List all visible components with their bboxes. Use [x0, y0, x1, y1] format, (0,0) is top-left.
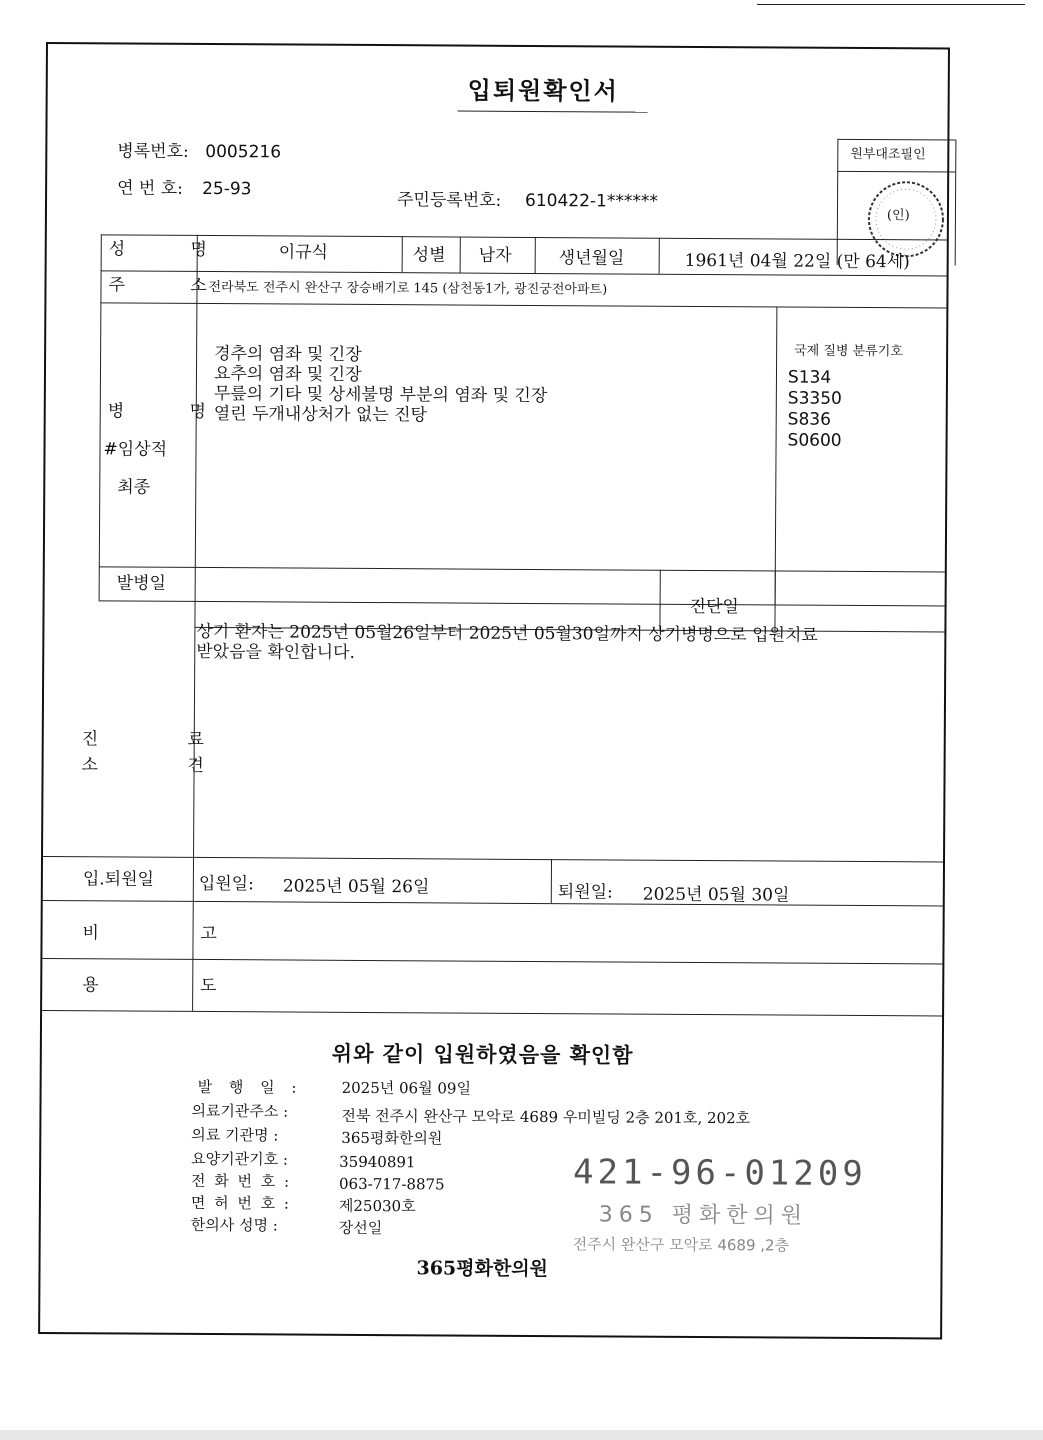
stamp-clinic-name: 365 평화한의원	[598, 1202, 809, 1229]
patient-sex: 남자	[478, 245, 512, 266]
diagnosis-label: 병 명	[107, 401, 237, 423]
inst-name: 365평화한의원	[341, 1128, 443, 1148]
confirm-statement: 위와 같이 입원하였음을 확인함	[331, 1040, 634, 1068]
disease-code-1: S134	[787, 367, 832, 388]
patient-address: 전라북도 전주시 완산구 장승배기로 145 (삼천동1가, 광진궁전아파트)	[208, 279, 608, 298]
col-dob-label-left	[535, 237, 536, 273]
findings-label-2: 소 견	[81, 755, 246, 777]
diagnosis-item-4: 열린 두개내상처가 없는 진탕	[213, 404, 428, 426]
seal-text: (인)	[886, 208, 910, 224]
disease-code-2: S3350	[787, 388, 842, 409]
inst-address: 전북 전주시 완산구 모악로 4689 우미빌딩 2층 201호, 202호	[341, 1106, 751, 1128]
record-no: 0005216	[205, 141, 282, 163]
diagnosis-date-label: 진단일	[689, 596, 739, 618]
seal-box-right	[955, 140, 957, 266]
footer-clinic-name: 365평화한의원	[416, 1257, 549, 1281]
dob-label: 생년월일	[558, 248, 625, 269]
row-line-findings-top	[99, 600, 945, 606]
inst-name-label: 의료 기관명 :	[191, 1125, 279, 1145]
care-code-label: 요양기관기호 :	[191, 1149, 288, 1169]
disease-code-3: S836	[787, 409, 832, 430]
document-title: 입퇴원확인서	[467, 75, 619, 106]
diagdate-value-border	[774, 570, 775, 630]
col-dob-value-left	[659, 238, 660, 274]
diagnosis-item-3: 무릎의 기타 및 상세불명 부분의 염좌 및 긴장	[213, 384, 548, 407]
onset-label: 발병일	[116, 573, 167, 594]
seal-box-left	[837, 139, 839, 265]
seal-box-top	[837, 139, 955, 141]
code-header: 국제 질병 분류기호	[794, 343, 903, 360]
doctor-label: 한의사 성명 :	[190, 1215, 278, 1235]
col-sex-left	[402, 236, 403, 272]
disease-code-4: S0600	[787, 430, 842, 451]
bottom-edge	[0, 1430, 1043, 1440]
discharge-date: 2025년 05월 30일	[642, 884, 790, 906]
resident-no-label: 주민등록번호:	[396, 190, 502, 211]
discharge-column-border	[551, 859, 552, 903]
row-line-purpose-top	[42, 958, 942, 964]
license-label: 면 허 번 호 :	[190, 1193, 292, 1213]
patient-name: 이규식	[278, 242, 329, 263]
diagnosis-label-clinical: #임상적	[103, 439, 168, 460]
discharge-label: 퇴원일:	[557, 882, 613, 903]
diagnosis-item-2: 요추의 염좌 및 긴장	[213, 364, 362, 385]
row-line-admission-top	[43, 856, 943, 862]
purpose-label: 용 도	[82, 975, 265, 997]
care-code: 35940891	[339, 1152, 416, 1172]
row-line-onset-top	[99, 566, 945, 572]
row-line-diagnosis-top	[100, 302, 946, 308]
name-label: 성 명	[108, 239, 238, 261]
sex-label: 성별	[412, 245, 446, 266]
table-left-border	[99, 234, 102, 600]
seal-box-label: 원부대조필인	[850, 146, 926, 163]
address-label: 주 소	[108, 275, 237, 297]
phone-label: 전 화 번 호 :	[190, 1171, 292, 1191]
license-no: 제25030호	[338, 1196, 416, 1216]
title-underline	[458, 111, 648, 113]
code-column-border	[775, 306, 778, 604]
admit-label: 입원일:	[198, 873, 254, 895]
admission-certificate	[38, 42, 950, 1339]
findings-label-1: 진 료	[81, 729, 247, 751]
business-reg-stamp: 421-96-01209	[572, 1152, 867, 1195]
row-line-purpose-bottom	[42, 1010, 942, 1016]
findings-line-1: 상기 환자는 2025년 05월26일부터 2025년 05월30일까지 상기병명으로 입원치료	[196, 621, 818, 646]
top-edge-rule	[757, 4, 1025, 5]
seal-box-divider	[837, 171, 955, 173]
doctor-name: 장선일	[338, 1218, 383, 1238]
findings-line-2: 받았음을 확인합니다.	[196, 641, 355, 663]
inst-address-label: 의료기관주소 :	[191, 1101, 289, 1121]
issue-date: 2025년 06월 09일	[341, 1078, 472, 1098]
serial-no: 25-93	[202, 178, 252, 200]
col-sex-value-left	[460, 237, 461, 273]
row-line-remarks-top	[43, 900, 943, 906]
admission-label: 입.퇴원일	[82, 869, 155, 890]
remarks-label: 비 고	[82, 923, 265, 945]
record-no-label: 병록번호:	[117, 141, 189, 162]
patient-dob: 1961년 04월 22일 (만 64세)	[684, 250, 910, 273]
diagdate-left-border	[659, 570, 660, 630]
resident-no: 610422-1******	[524, 190, 658, 212]
admit-date: 2025년 05월 26일	[282, 876, 430, 898]
stamp-address: 전주시 완산구 모악로 4689 ,2층	[572, 1235, 790, 1255]
diagnosis-label-final: 최종	[117, 477, 151, 498]
diagnosis-item-1: 경추의 염좌 및 긴장	[214, 344, 362, 365]
phone: 063-717-8875	[338, 1174, 445, 1194]
issue-date-label: 발 행 일 :	[197, 1077, 303, 1097]
serial-label: 연 번 호:	[117, 178, 183, 199]
